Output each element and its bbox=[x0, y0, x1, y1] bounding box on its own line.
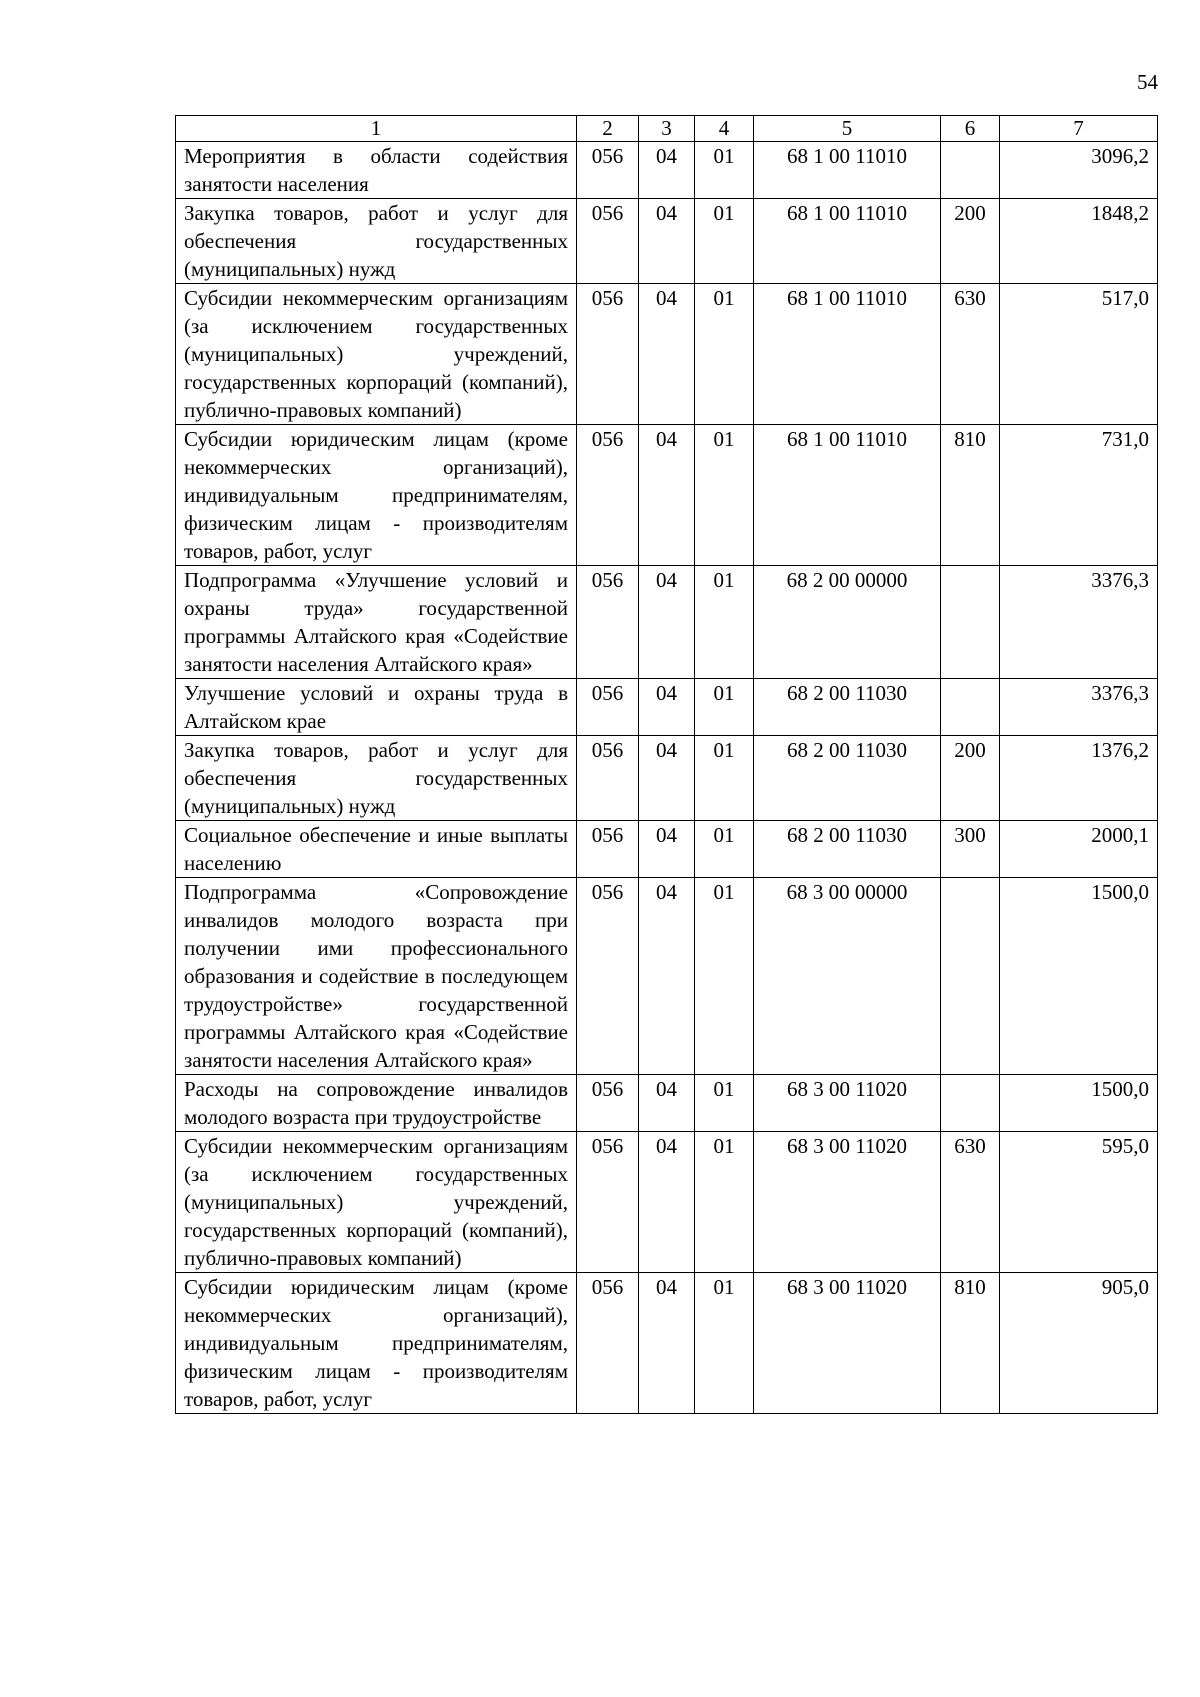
table-row bbox=[176, 878, 1158, 1075]
expense-type-code: 200 bbox=[941, 199, 1000, 284]
target-article-code: 68 2 00 11030 bbox=[754, 736, 941, 821]
amount: 3376,3 bbox=[1000, 679, 1158, 736]
section-code: 04 bbox=[639, 736, 695, 821]
section-code: 04 bbox=[639, 878, 695, 1075]
amount: 517,0 bbox=[1000, 284, 1158, 425]
expense-type-code bbox=[941, 878, 1000, 1075]
subsection-code: 01 bbox=[695, 821, 754, 878]
page-number: 54 bbox=[1137, 70, 1158, 94]
row-description: Субсидии юридическим лицам (кроме некоммерческих организаций), индивидуальным предпринимателям, физическим лицам - производителям товаров, работ, услуг bbox=[176, 1273, 577, 1414]
amount: 595,0 bbox=[1000, 1132, 1158, 1273]
row-description: Подпрограмма «Сопровождение инвалидов молодого возраста при получении ими профессионального образования и содействие в последующем трудоустройстве» государственной программы Алтайского края «Содействие занятости населения Алтайского края» bbox=[176, 878, 577, 1075]
section-code: 04 bbox=[639, 142, 695, 199]
amount: 1500,0 bbox=[1000, 1075, 1158, 1132]
subsection-code: 01 bbox=[695, 142, 754, 199]
column-header-5: 5 bbox=[754, 116, 941, 142]
row-description: Закупка товаров, работ и услуг для обеспечения государственных (муниципальных) нужд bbox=[176, 199, 577, 284]
section-code: 04 bbox=[639, 284, 695, 425]
expense-type-code bbox=[941, 566, 1000, 679]
subsection-code: 01 bbox=[695, 425, 754, 566]
subsection-code: 01 bbox=[695, 1273, 754, 1414]
amount: 1848,2 bbox=[1000, 199, 1158, 284]
section-code: 04 bbox=[639, 566, 695, 679]
amount: 905,0 bbox=[1000, 1273, 1158, 1414]
row-description: Расходы на сопровождение инвалидов молодого возраста при трудоустройстве bbox=[176, 1075, 577, 1132]
target-article-code: 68 3 00 00000 bbox=[754, 878, 941, 1075]
ministry-code: 056 bbox=[577, 679, 639, 736]
subsection-code: 01 bbox=[695, 878, 754, 1075]
column-header-4: 4 bbox=[695, 116, 754, 142]
table-row bbox=[176, 199, 1158, 284]
subsection-code: 01 bbox=[695, 736, 754, 821]
ministry-code: 056 bbox=[577, 199, 639, 284]
section-code: 04 bbox=[639, 425, 695, 566]
expense-type-code bbox=[941, 679, 1000, 736]
table-row bbox=[176, 736, 1158, 821]
row-description: Закупка товаров, работ и услуг для обеспечения государственных (муниципальных) нужд bbox=[176, 736, 577, 821]
target-article-code: 68 2 00 00000 bbox=[754, 566, 941, 679]
section-code: 04 bbox=[639, 679, 695, 736]
ministry-code: 056 bbox=[577, 142, 639, 199]
section-code: 04 bbox=[639, 821, 695, 878]
target-article-code: 68 3 00 11020 bbox=[754, 1075, 941, 1132]
subsection-code: 01 bbox=[695, 284, 754, 425]
subsection-code: 01 bbox=[695, 1132, 754, 1273]
table-row bbox=[176, 821, 1158, 878]
amount: 2000,1 bbox=[1000, 821, 1158, 878]
row-description: Социальное обеспечение и иные выплаты населению bbox=[176, 821, 577, 878]
amount: 731,0 bbox=[1000, 425, 1158, 566]
table-row bbox=[176, 1132, 1158, 1273]
table-row bbox=[176, 679, 1158, 736]
row-description: Субсидии юридическим лицам (кроме некоммерческих организаций), индивидуальным предпринимателям, физическим лицам - производителям товаров, работ, услуг bbox=[176, 425, 577, 566]
amount: 1500,0 bbox=[1000, 878, 1158, 1075]
row-description: Улучшение условий и охраны труда в Алтайском крае bbox=[176, 679, 577, 736]
table-row bbox=[176, 566, 1158, 679]
target-article-code: 68 1 00 11010 bbox=[754, 425, 941, 566]
column-header-6: 6 bbox=[941, 116, 1000, 142]
section-code: 04 bbox=[639, 1273, 695, 1414]
ministry-code: 056 bbox=[577, 425, 639, 566]
table-body bbox=[176, 142, 1158, 1414]
subsection-code: 01 bbox=[695, 566, 754, 679]
column-header-1: 1 bbox=[176, 116, 577, 142]
expense-type-code: 200 bbox=[941, 736, 1000, 821]
target-article-code: 68 2 00 11030 bbox=[754, 679, 941, 736]
row-description: Подпрограмма «Улучшение условий и охраны труда» государственной программы Алтайского края «Содействие занятости населения Алтайского края» bbox=[176, 566, 577, 679]
ministry-code: 056 bbox=[577, 1075, 639, 1132]
column-header-2: 2 bbox=[577, 116, 639, 142]
amount: 3096,2 bbox=[1000, 142, 1158, 199]
table-row bbox=[176, 1273, 1158, 1414]
table-header bbox=[176, 116, 1158, 142]
expense-type-code: 630 bbox=[941, 284, 1000, 425]
subsection-code: 01 bbox=[695, 679, 754, 736]
expense-type-code: 300 bbox=[941, 821, 1000, 878]
target-article-code: 68 3 00 11020 bbox=[754, 1132, 941, 1273]
expense-type-code bbox=[941, 142, 1000, 199]
row-description: Субсидии некоммерческим организациям (за исключением государственных (муниципальных) учреждений, государственных корпораций (компаний), публично-правовых компаний) bbox=[176, 1132, 577, 1273]
ministry-code: 056 bbox=[577, 878, 639, 1075]
ministry-code: 056 bbox=[577, 1132, 639, 1273]
row-description: Мероприятия в области содействия занятости населения bbox=[176, 142, 577, 199]
row-description: Субсидии некоммерческим организациям (за исключением государственных (муниципальных) учреждений, государственных корпораций (компаний), публично-правовых компаний) bbox=[176, 284, 577, 425]
table-row bbox=[176, 142, 1158, 199]
subsection-code: 01 bbox=[695, 199, 754, 284]
budget-table bbox=[175, 115, 1158, 1414]
target-article-code: 68 2 00 11030 bbox=[754, 821, 941, 878]
target-article-code: 68 1 00 11010 bbox=[754, 199, 941, 284]
ministry-code: 056 bbox=[577, 566, 639, 679]
target-article-code: 68 3 00 11020 bbox=[754, 1273, 941, 1414]
subsection-code: 01 bbox=[695, 1075, 754, 1132]
ministry-code: 056 bbox=[577, 284, 639, 425]
ministry-code: 056 bbox=[577, 821, 639, 878]
table-row bbox=[176, 284, 1158, 425]
target-article-code: 68 1 00 11010 bbox=[754, 284, 941, 425]
section-code: 04 bbox=[639, 199, 695, 284]
expense-type-code: 810 bbox=[941, 1273, 1000, 1414]
section-code: 04 bbox=[639, 1075, 695, 1132]
amount: 1376,2 bbox=[1000, 736, 1158, 821]
expense-type-code bbox=[941, 1075, 1000, 1132]
ministry-code: 056 bbox=[577, 1273, 639, 1414]
target-article-code: 68 1 00 11010 bbox=[754, 142, 941, 199]
amount: 3376,3 bbox=[1000, 566, 1158, 679]
expense-type-code: 630 bbox=[941, 1132, 1000, 1273]
column-header-3: 3 bbox=[639, 116, 695, 142]
table-row bbox=[176, 425, 1158, 566]
ministry-code: 056 bbox=[577, 736, 639, 821]
section-code: 04 bbox=[639, 1132, 695, 1273]
table-row bbox=[176, 1075, 1158, 1132]
header-row bbox=[176, 116, 1158, 142]
column-header-7: 7 bbox=[1000, 116, 1158, 142]
expense-type-code: 810 bbox=[941, 425, 1000, 566]
